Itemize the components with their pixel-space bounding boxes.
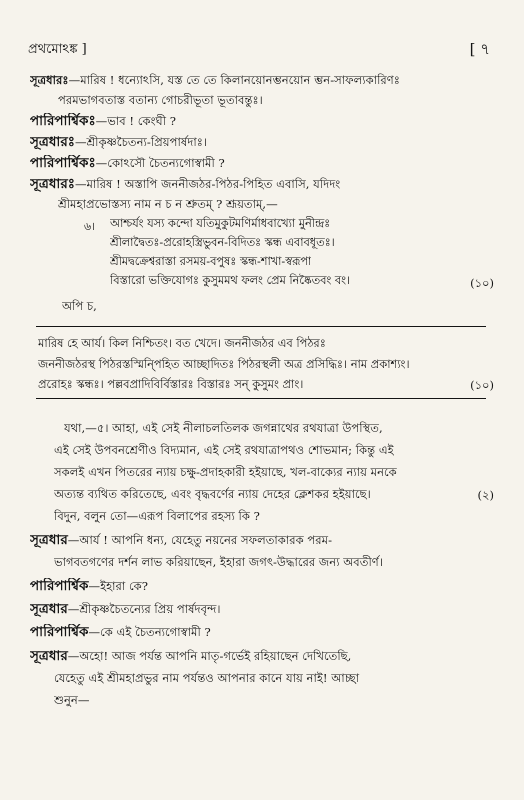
translation-line bbox=[30, 578, 148, 594]
dialogue-text: —আর্য ! আপনি ধন্য, যেহেতু নয়নের সফলতাকারক পরম- bbox=[67, 533, 333, 547]
speaker-label: সূত্রধারঃ bbox=[30, 134, 75, 150]
text-line: অপি চ, bbox=[62, 299, 97, 313]
text-line: শ্রীমহাপ্রভোস্তস্য নাম ন চ ন শ্রুতম্ ? শ্রূয়তাম্,— bbox=[58, 197, 278, 211]
translation-line: শুনুন— bbox=[54, 693, 90, 707]
chapter-title: প্রথমোঽঙ্ক ] bbox=[28, 42, 87, 57]
dialogue-text: —কে এই চৈতন্যগোস্বামী ? bbox=[88, 625, 211, 639]
translation-line: যেহেতু এই শ্রীমহাপ্রভুর নাম পর্যন্তও আপনার কানে যায় নাই! আচ্ছা bbox=[54, 671, 360, 685]
dialogue-text: —ভাব ! কেংঘী ? bbox=[95, 114, 176, 128]
dialogue-text: —মারিষ ! অস্তাপি জননীজঠর-পিঠর-পিহিত এবাসি, যদিদং bbox=[74, 177, 341, 191]
translation-line: যথা,—৫। আহা, এই সেই নীলাচলতিলক জগন্নাথের রথযাত্রা উপস্থিত, bbox=[64, 421, 383, 435]
speaker-label: সূত্রধারঃ bbox=[30, 176, 75, 192]
speaker-label: পারিপার্শ্বিক bbox=[30, 624, 89, 640]
translation-line bbox=[30, 648, 500, 664]
text-line bbox=[30, 176, 500, 192]
commentary-line: জননীজঠরস্থ পিঠরস্তস্মিন্পিহিত আচ্ছাদিতঃ পিঠরস্থলী অত্র প্রসিদ্ধিঃ। নাম প্রকাশ্যং। bbox=[38, 357, 410, 371]
verse-end-number: (১০) bbox=[470, 276, 494, 290]
verse-number: ৬। bbox=[84, 220, 96, 233]
dialogue-text: —কোঽসৌ চৈতন্যগোস্বামী ? bbox=[95, 156, 225, 170]
verse-line: শ্রীলাদ্বৈতঃ-প্ররোহস্ত্রিভুবন-বিদিতঃ স্কন্ধ এবাবধূতঃ। bbox=[110, 236, 335, 249]
speaker-label: পারিপার্শ্বিক bbox=[30, 578, 89, 594]
translation-line: অত্যন্ত ব্যথিত করিতেছে, এবং বৃদ্ধবর্ণের ন্যায় দেহের ক্লেশকর হইয়াছে। bbox=[54, 487, 371, 501]
commentary-line: প্ররোহঃ স্কন্ধঃ। পল্লবপ্রাদিবির্বিস্তারঃ বিস্তারঃ সন্ কুসুমং প্রাং। bbox=[38, 377, 304, 391]
text-line: পরমভাগবতাস্ত বতান্য গোচরীভূতা ভূতাবন্তুঃ। bbox=[58, 93, 263, 107]
dialogue-text: —মারিষ ! ধন্যোঽসি, যস্ত তে তে কিলানয়োনম্ভনয়োন ম্ভন-সাফল্যকারিণঃ bbox=[68, 73, 400, 87]
commentary-end-number: (১০) bbox=[470, 378, 494, 392]
speaker-label: পারিপার্শ্বিকঃ bbox=[30, 113, 96, 129]
verse-line: বিস্তারো ভক্তিযোগঃ কুসুমমথ ফলং প্রেম নিষ্কৈতবং বং। bbox=[110, 274, 351, 287]
dialogue-text: —অহো! আজ পর্যন্ত আপনি মাতৃ-গর্ভেই রহিয়াছেন দেখিতেছি, bbox=[67, 649, 352, 663]
divider-top bbox=[36, 326, 486, 327]
speaker-label: সূত্রধার bbox=[30, 532, 68, 548]
translation-line: ভাগবতগণের দর্শন লাভ করিয়াছেন, ইহারা জগৎ-উদ্ধারের জন্য অবতীর্ণ। bbox=[54, 555, 383, 569]
translation-line bbox=[30, 601, 221, 617]
verse-line: শ্রীমদ্বক্রেশ্বরাস্তা রসময়-বপুষঃ স্কন্ধ-শাখা-স্বরূপা bbox=[110, 255, 312, 268]
dialogue-text: —ইহারা কে? bbox=[88, 579, 149, 593]
translation-line: এই সেই উপবনশ্রেণীও বিদ্যমান, এই সেই রথযাত্রাপথও শোভমান; কিন্তু এই bbox=[54, 443, 394, 457]
text-line bbox=[30, 134, 207, 150]
speaker-label: সূত্রধার bbox=[30, 601, 68, 617]
text-line bbox=[30, 72, 500, 88]
translation-line bbox=[30, 624, 211, 640]
divider-bottom bbox=[36, 398, 486, 399]
dialogue-text: —শ্রীকৃষ্ণচৈতন্য-প্রিয়পার্ষদাঃ। bbox=[74, 135, 208, 149]
speaker-label: সূত্রধার bbox=[30, 648, 68, 664]
translation-line: সকলই এখন পিতরের ন্যায় চক্ষু-প্রদাহকারী হইয়াছে, খল-বাক্যের ন্যায় মনকে bbox=[54, 465, 397, 479]
translation-line bbox=[30, 532, 500, 548]
speaker-label: পারিপার্শ্বিকঃ bbox=[30, 155, 96, 171]
translation-end-number: (২) bbox=[477, 488, 494, 502]
commentary-line: মারিষ হে আর্য। কিল নিশ্চিতং। বত খেদে। জননীজঠর এব পিঠরঃ bbox=[38, 336, 326, 350]
page-number: [ ৭ bbox=[469, 40, 490, 58]
dialogue-text: —শ্রীকৃষ্ণচৈতন্যের প্রিয় পার্ষদবৃন্দ। bbox=[67, 602, 221, 616]
running-header bbox=[28, 38, 490, 60]
translation-line: বিদুন, বলুন তো—এরূপ বিলাপের রহস্য কি ? bbox=[54, 509, 260, 523]
speaker-label: সূত্রধারঃ bbox=[30, 73, 69, 87]
text-line bbox=[30, 113, 176, 129]
text-line bbox=[30, 155, 225, 171]
verse-line: আশ্চর্যং যস্য কন্দো যতিমুকুটমণির্মাধবাখ্যো মুনীন্দ্রঃ bbox=[110, 217, 331, 230]
